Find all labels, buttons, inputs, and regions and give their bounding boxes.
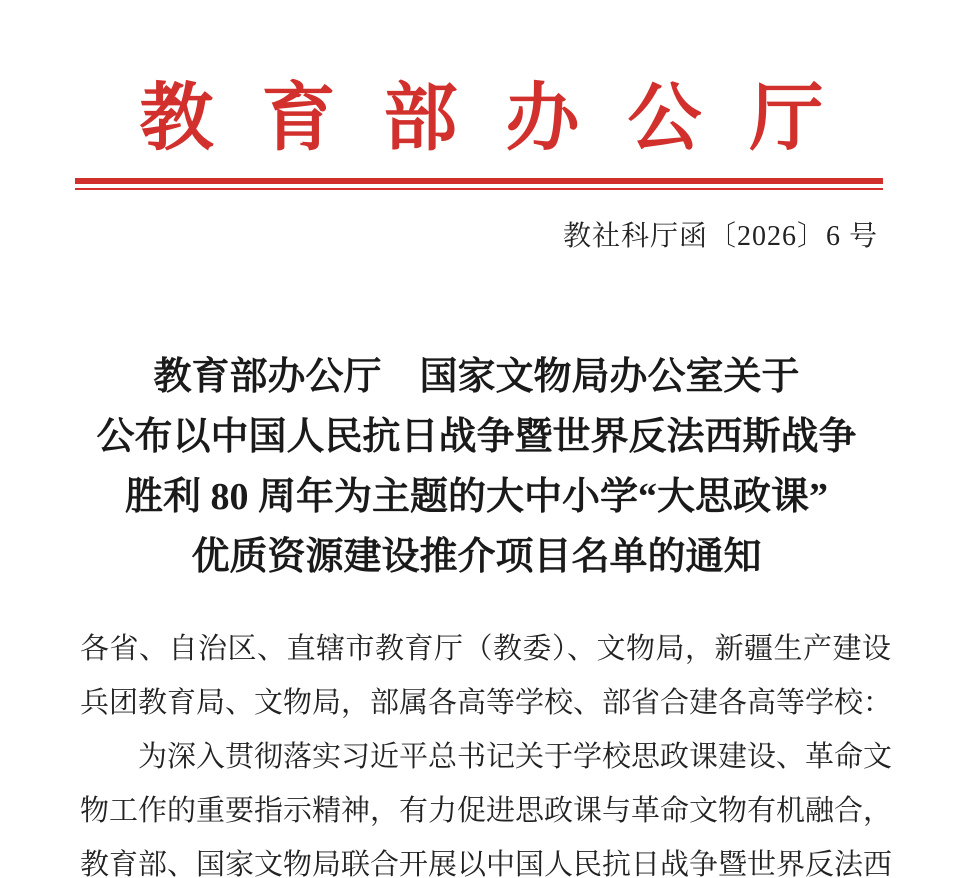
document-body <box>80 622 891 878</box>
letterhead-rule-thick <box>75 178 883 184</box>
paragraph-line-2: 物工作的重要指示精神，有力促进思政课与革命文物有机融合， <box>80 795 893 827</box>
letterhead-title: 教育部办公厅 <box>139 78 872 160</box>
document-title-line-3: 胜利 80 周年为主题的大中小学“大思政课” <box>124 476 828 518</box>
salutation-line-2: 兵团教育局、文物局，部属各高等学校、部省合建各高等学校： <box>80 687 893 719</box>
letterhead-rule-thin <box>75 188 883 190</box>
doc-number: 教社科厅函〔2026〕6 号 <box>562 221 878 252</box>
salutation-line-1: 各省、自治区、直辖市教育厅（教委）、文物局，新疆生产建设 <box>80 633 891 665</box>
paragraph-line-1: 为深入贯彻落实习近平总书记关于学校思政课建设、革命文 <box>80 741 893 773</box>
paragraph-line-3: 教育部、国家文物局联合开展以中国人民抗日战争暨世界反法西 <box>80 849 893 878</box>
document-title <box>0 347 953 587</box>
document-title-line-1: 教育部办公厅 国家文物局办公室关于 <box>153 356 800 398</box>
document-title-line-2: 公布以中国人民抗日战争暨世界反法西斯战争 <box>96 416 857 458</box>
document-title-line-4: 优质资源建设推介项目名单的通知 <box>191 536 762 578</box>
